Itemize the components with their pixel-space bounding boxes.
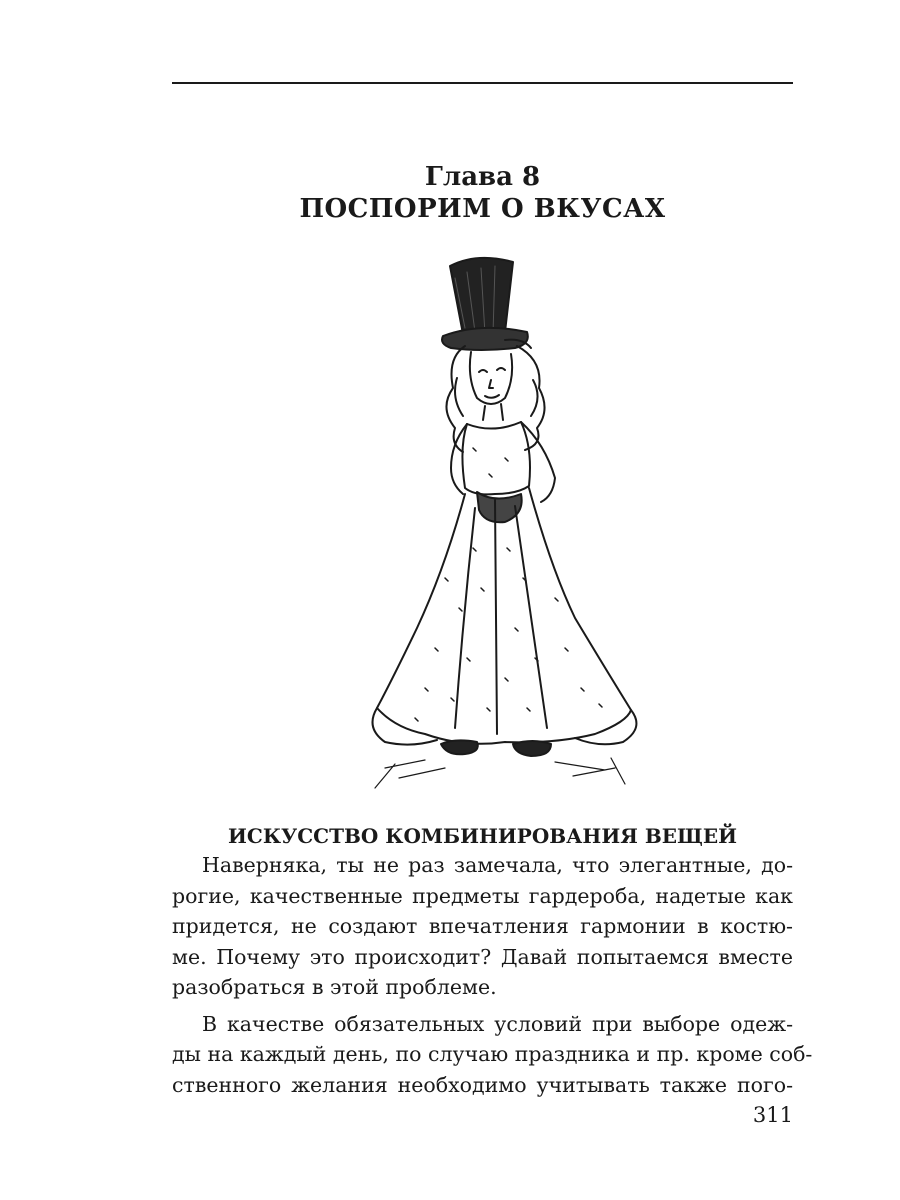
- chapter-title: ПОСПОРИМ О ВКУСАХ: [299, 194, 666, 224]
- body-text: [172, 850, 813, 1100]
- text-line: разобраться в этой проблеме.: [172, 975, 497, 999]
- text-line: ственного желания необходимо учитывать также пого-: [172, 1072, 793, 1097]
- chapter-number: Глава 8: [424, 162, 541, 192]
- section-title: ИСКУССТВО КОМБИНИРОВАНИЯ ВЕЩЕЙ: [228, 824, 737, 848]
- header-rule: [172, 82, 793, 84]
- paragraph: [172, 1009, 813, 1101]
- girl-in-top-hat-illustration: [355, 248, 645, 808]
- text-line: Наверняка, ты не раз замечала, что элегантные, до-: [202, 853, 793, 877]
- page-number: 311: [752, 1103, 793, 1127]
- text-line: придется, не создают впечатления гармонии в костю-: [172, 914, 793, 938]
- text-line: ме. Почему это происходит? Давай попытаемся вместе: [172, 944, 793, 969]
- text-line: ды на каждый день, по случаю праздника и пр. кроме соб-: [172, 1042, 813, 1066]
- text-line: В качестве обязательных условий при выборе одеж-: [202, 1011, 793, 1036]
- paragraph: [172, 850, 793, 1003]
- text-line: рогие, качественные предметы гардероба, надетые как: [172, 883, 793, 908]
